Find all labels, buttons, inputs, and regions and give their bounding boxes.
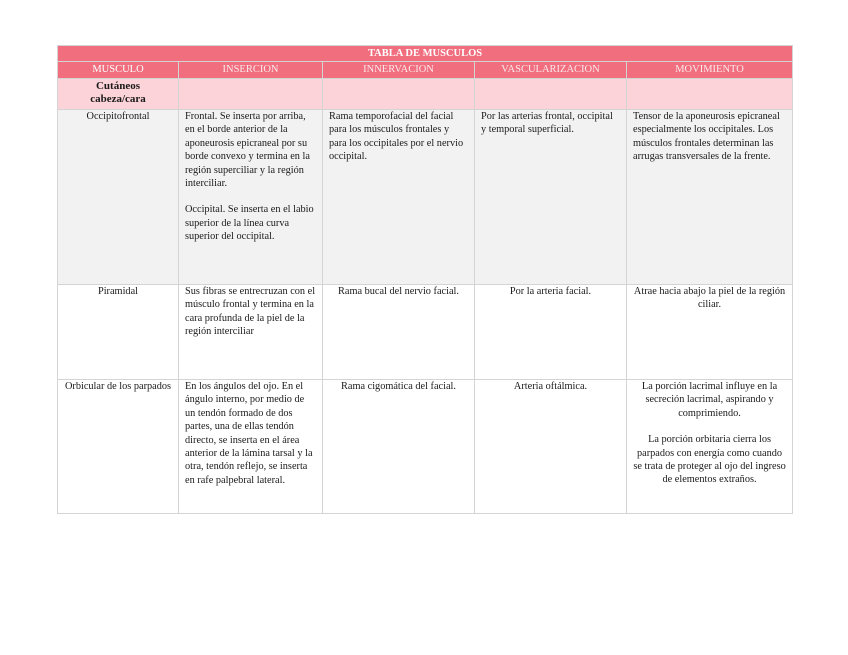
movement-cell <box>627 380 793 514</box>
category-empty-cell <box>179 79 323 110</box>
header-vascularizacion: VASCULARIZACION <box>475 62 627 79</box>
category-cell <box>58 79 179 110</box>
innervation-cell: Rama bucal del nervio facial. <box>323 285 475 380</box>
insertion-text: Frontal. Se inserta por arriba, en el borde anterior de la aponeurosis epicraneal por su borde convexo y termina en la región superciliar y la región interciliar. <box>185 111 310 190</box>
table-row <box>58 110 793 285</box>
insertion-text: Sus fibras se entrecruzan con el músculo frontal y termina en la cara profunda de la piel de la región interciliar <box>185 286 316 338</box>
movement-text: Tensor de la aponeurosis epicraneal especialmente los occipitales. Los músculos frontales determinan las arrugas transversales de la frente. <box>633 111 780 163</box>
table-title: TABLA DE MUSCULOS <box>58 46 793 62</box>
header-musculo: MUSCULO <box>58 62 179 79</box>
innervation-cell: Rama temporofacial del facial para los músculos frontales y para los occipitales por el nervio occipital. <box>323 110 475 285</box>
movement-text: La porción orbitaria cierra los parpados con energía como cuando se trata de proteger al ojo del ingreso de elementos extraños. <box>633 434 786 486</box>
table-row <box>58 285 793 380</box>
movement-cell <box>627 110 793 285</box>
muscles-table <box>57 45 793 514</box>
insertion-cell <box>179 110 323 285</box>
movement-cell <box>627 285 793 380</box>
category-label-line1: Cutáneos <box>95 80 140 92</box>
insertion-cell <box>179 380 323 514</box>
header-insercion: INSERCION <box>179 62 323 79</box>
vascularization-cell: Por las arterias frontal, occipital y temporal superficial. <box>475 110 627 285</box>
category-empty-cell <box>323 79 475 110</box>
vascularization-cell: Arteria oftálmica. <box>475 380 627 514</box>
category-empty-cell <box>475 79 627 110</box>
category-row <box>58 79 793 110</box>
title-row <box>58 46 793 62</box>
header-row <box>58 62 793 79</box>
category-empty-cell <box>627 79 793 110</box>
header-movimiento: MOVIMIENTO <box>627 62 793 79</box>
table-row <box>58 380 793 514</box>
vascularization-cell: Por la arteria facial. <box>475 285 627 380</box>
category-label-line2: cabeza/cara <box>90 93 146 105</box>
movement-text: Atrae hacia abajo la piel de la región ciliar. <box>633 286 786 311</box>
muscle-name: Occipitofrontal <box>58 110 179 285</box>
insertion-text: En los ángulos del ojo. En el ángulo interno, por medio de un tendón formado de dos partes, una de ellas tendón directo, se inserta en el área anterior de la lámina tarsal y la otra, tendón reflejo, se inserta en rafe palpebral lateral. <box>185 381 313 486</box>
muscle-name: Piramidal <box>58 285 179 380</box>
muscle-name: Orbicular de los parpados <box>58 380 179 514</box>
innervation-cell: Rama cigomática del facial. <box>323 380 475 514</box>
movement-text: La porción lacrimal influye en la secreción lacrimal, aspirando y comprimiendo. <box>641 381 778 419</box>
insertion-cell <box>179 285 323 380</box>
insertion-text: Occipital. Se inserta en el labio superior de la línea curva superior del occipital. <box>185 204 314 243</box>
header-innervacion: INNERVACION <box>323 62 475 79</box>
